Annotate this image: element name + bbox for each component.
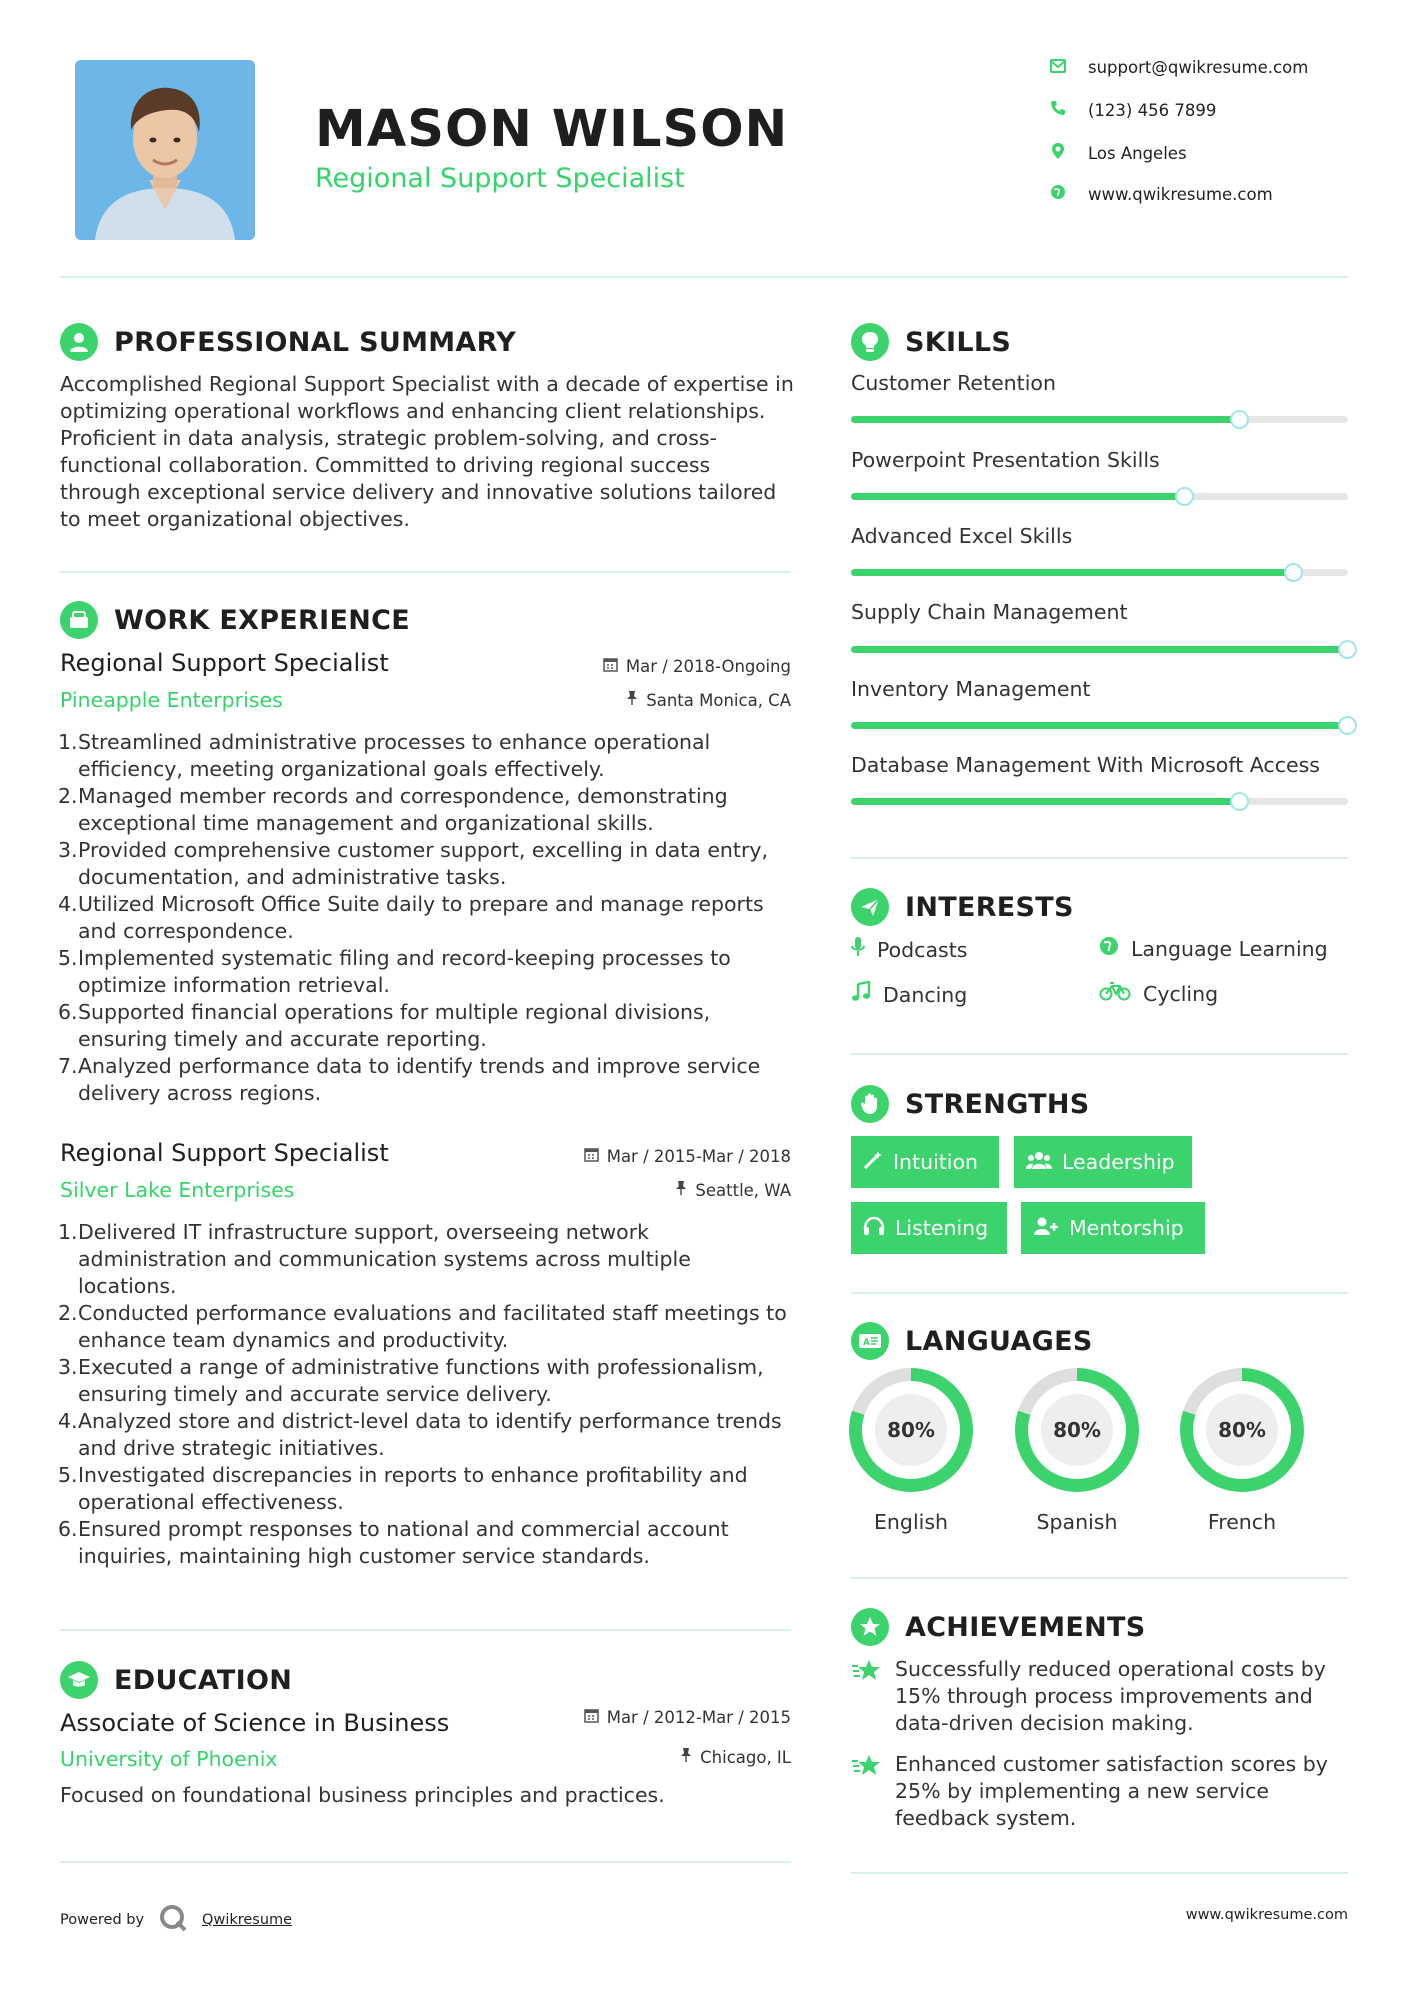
- skills-heading: [851, 323, 1011, 361]
- bicycle-icon: [1099, 981, 1131, 1006]
- contact-location-text: Los Angeles: [1088, 143, 1187, 163]
- headphones-icon: [863, 1216, 885, 1241]
- calendar-icon: [603, 657, 618, 676]
- interest-language-learning: [1099, 936, 1328, 961]
- list-item: 4. Analyzed store and district-level data to identify performance trends and drive strategic initiatives.: [58, 1409, 782, 1460]
- job-2-location-text: Seattle, WA: [695, 1180, 791, 1200]
- job-1-date-text: Mar / 2018-Ongoing: [625, 657, 791, 676]
- user-plus-icon: [1033, 1216, 1059, 1241]
- powered-by-label: Powered by: [60, 1912, 145, 1928]
- interests-title: INTERESTS: [905, 891, 1074, 923]
- interests-divider: [851, 1053, 1348, 1055]
- skill-bar-knob: [1338, 716, 1357, 735]
- list-item: 1. Streamlined administrative processes to enhance operational efficiency, meeting organizational goals effectively.: [58, 730, 711, 781]
- languages-divider: [851, 1577, 1348, 1579]
- interest-label: Language Learning: [1131, 936, 1328, 961]
- hand-icon: [851, 1085, 889, 1123]
- strengths-heading: [851, 1085, 1090, 1123]
- contact-email[interactable]: [1050, 58, 1308, 77]
- skill-bar: [851, 646, 1348, 653]
- achievements-heading: [851, 1608, 1146, 1646]
- language-percent: 80%: [1041, 1394, 1113, 1466]
- skills-title: SKILLS: [905, 326, 1012, 358]
- achievement-text: Successfully reduced operational costs by 15% through process improvements and data-driven decision making.: [895, 1657, 1326, 1735]
- skill-bar-knob: [1175, 487, 1194, 506]
- calendar-icon: [584, 1708, 599, 1727]
- job-1-location: [626, 690, 791, 710]
- language-name: French: [1207, 1510, 1277, 1534]
- contact-website[interactable]: [1050, 184, 1273, 204]
- contact-location: [1050, 142, 1187, 164]
- list-item: 3. Executed a range of administrative functions with professionalism, ensuring timely and accurate service delivery.: [58, 1355, 764, 1406]
- education-divider: [60, 1861, 791, 1863]
- skill-bar-knob: [1230, 410, 1249, 429]
- contact-phone[interactable]: [1050, 100, 1216, 120]
- list-item: 4. Utilized Microsoft Office Suite daily to prepare and manage reports and correspondence.: [58, 892, 764, 943]
- summary-title: PROFESSIONAL SUMMARY: [114, 326, 517, 358]
- strength-leadership: [1014, 1136, 1192, 1188]
- skill-name: Advanced Excel Skills: [851, 524, 1073, 548]
- interest-podcasts: [851, 936, 967, 963]
- person-avatar-icon: [75, 60, 255, 240]
- languages-title: LANGUAGES: [905, 1325, 1093, 1357]
- list-item: 3. Provided comprehensive customer support, excelling in data entry, documentation, and administrative tasks.: [58, 838, 769, 889]
- education-location: [680, 1747, 791, 1767]
- header-divider: [60, 276, 1348, 278]
- skill-name: Supply Chain Management: [851, 600, 1128, 624]
- achievements-divider: [851, 1872, 1348, 1874]
- interest-label: Cycling: [1143, 981, 1219, 1006]
- language-percent: 80%: [875, 1394, 947, 1466]
- profile-photo: [75, 60, 255, 240]
- map-pin-icon: [1050, 142, 1066, 164]
- skill-bar-fill: [851, 416, 1239, 423]
- footer-powered-by: [60, 1903, 292, 1937]
- skill-bar-knob: [1230, 792, 1249, 811]
- skill-bar: [851, 493, 1348, 500]
- strengths-divider: [851, 1292, 1348, 1294]
- strength-label: Mentorship: [1069, 1216, 1184, 1240]
- education-school: University of Phoenix: [60, 1747, 278, 1771]
- candidate-title: Regional Support Specialist: [315, 163, 685, 194]
- users-icon: [1026, 1150, 1052, 1175]
- briefcase-icon: [60, 601, 98, 639]
- globe-icon: [1099, 936, 1119, 961]
- globe-icon: [1050, 184, 1066, 204]
- star-icon: [851, 1658, 883, 1737]
- skill-bar-fill: [851, 569, 1293, 576]
- skill-bar: [851, 569, 1348, 576]
- language-english: [849, 1368, 973, 1534]
- strength-listening: [851, 1202, 1007, 1254]
- achievements-title: ACHIEVEMENTS: [905, 1611, 1146, 1643]
- skill-bar: [851, 798, 1348, 805]
- envelope-icon: [1050, 58, 1066, 77]
- skill-name: Database Management With Microsoft Access: [851, 753, 1320, 777]
- achievement-item: [851, 1656, 1348, 1737]
- job-1-title: Regional Support Specialist: [60, 649, 389, 677]
- experience-divider: [60, 1629, 791, 1631]
- interest-dancing: [851, 981, 967, 1008]
- contact-email-text: support@qwikresume.com: [1088, 58, 1309, 77]
- strength-label: Leadership: [1062, 1150, 1175, 1174]
- lightbulb-icon: [851, 323, 889, 361]
- interest-label: Podcasts: [877, 937, 968, 962]
- star-badge-icon: [851, 1608, 889, 1646]
- strength-mentorship: [1021, 1202, 1205, 1254]
- education-location-text: Chicago, IL: [700, 1747, 791, 1767]
- pushpin-icon: [626, 690, 638, 710]
- strength-intuition: [851, 1136, 999, 1188]
- footer-url[interactable]: www.qwikresume.com: [1185, 1907, 1348, 1923]
- language-name: English: [873, 1510, 949, 1534]
- language-ring: [1180, 1368, 1304, 1492]
- pushpin-icon: [675, 1180, 687, 1200]
- education-date: [584, 1708, 791, 1727]
- job-2-location: [675, 1180, 791, 1200]
- summary-divider: [60, 571, 791, 573]
- list-item: 6. Ensured prompt responses to national and commercial account inquiries, maintaining high customer service standards.: [58, 1517, 729, 1568]
- skill-bar-knob: [1338, 640, 1357, 659]
- skill-bar-fill: [851, 646, 1348, 653]
- job-1-date: [603, 657, 791, 676]
- education-date-text: Mar / 2012-Mar / 2015: [606, 1708, 791, 1727]
- skill-name: Inventory Management: [851, 677, 1091, 701]
- skill-name: Customer Retention: [851, 371, 1056, 395]
- interests-heading: [851, 888, 1074, 926]
- list-item: 5. Investigated discrepancies in reports to enhance profitability and operational effectiveness.: [58, 1463, 748, 1514]
- language-spanish: [1015, 1368, 1139, 1534]
- list-item: 5. Implemented systematic filing and record-keeping processes to optimize information retrieval.: [58, 946, 731, 997]
- skill-bar: [851, 416, 1348, 423]
- language-ring: [1015, 1368, 1139, 1492]
- interest-label: Dancing: [883, 982, 968, 1007]
- contact-website-text: www.qwikresume.com: [1088, 184, 1273, 204]
- svg-text:A: A: [863, 1338, 870, 1348]
- list-item: 7. Analyzed performance data to identify trends and improve service delivery across regions.: [58, 1054, 761, 1105]
- footer-brand-link[interactable]: Qwikresume: [202, 1912, 293, 1928]
- calendar-icon: [584, 1147, 599, 1166]
- strength-label: Intuition: [893, 1150, 979, 1174]
- magic-wand-icon: [863, 1150, 883, 1175]
- star-icon: [851, 1753, 883, 1832]
- job-2-date: [584, 1147, 791, 1166]
- strength-label: Listening: [895, 1216, 989, 1240]
- experience-heading: [60, 601, 410, 639]
- list-item: 2. Managed member records and correspondence, demonstrating exceptional time management and organizational skills.: [58, 784, 728, 835]
- music-note-icon: [851, 981, 871, 1008]
- graduation-cap-icon: [60, 1661, 98, 1699]
- education-heading: [60, 1661, 292, 1699]
- job-1-location-text: Santa Monica, CA: [646, 690, 791, 710]
- language-percent: 80%: [1206, 1394, 1278, 1466]
- education-description: Focused on foundational business principles and practices.: [60, 1783, 665, 1807]
- skill-bar-fill: [851, 493, 1184, 500]
- skills-divider: [851, 857, 1348, 859]
- paper-plane-icon: [851, 888, 889, 926]
- job-1-company: Pineapple Enterprises: [60, 688, 283, 712]
- phone-icon: [1050, 100, 1066, 120]
- job-2-points: [60, 1219, 795, 1570]
- summary-text: Accomplished Regional Support Specialist with a decade of expertise in optimizing operational workflows and enhancing client relationships. Proficient in data analysis, strategic problem-solving, and cross-functional collaboration. Committed to driving regional success through exceptional service delivery and innovative solutions tailored to meet organizational objectives.: [60, 372, 794, 531]
- job-1-points: [60, 729, 795, 1107]
- qwikresume-logo-icon: [158, 1903, 188, 1937]
- summary-heading: [60, 323, 516, 361]
- candidate-name: MASON WILSON: [315, 100, 789, 159]
- job-2-date-text: Mar / 2015-Mar / 2018: [606, 1147, 791, 1166]
- skill-bar-fill: [851, 798, 1239, 805]
- skill-name: Powerpoint Presentation Skills: [851, 448, 1160, 472]
- contact-phone-text: (123) 456 7899: [1088, 100, 1217, 120]
- skill-bar: [851, 722, 1348, 729]
- job-2-company: Silver Lake Enterprises: [60, 1178, 295, 1202]
- achievement-item: [851, 1751, 1348, 1832]
- skill-bar-fill: [851, 722, 1348, 729]
- user-icon: [60, 323, 98, 361]
- language-french: [1180, 1368, 1304, 1534]
- skill-bar-knob: [1284, 563, 1303, 582]
- pushpin-icon: [680, 1747, 692, 1767]
- languages-heading: [851, 1322, 1093, 1360]
- interest-cycling: [1099, 981, 1218, 1006]
- education-degree: Associate of Science in Business: [60, 1709, 450, 1737]
- achievement-text: Enhanced customer satisfaction scores by 25% by implementing a new service feedback system.: [895, 1752, 1328, 1830]
- list-item: 6. Supported financial operations for multiple regional divisions, ensuring timely and accurate reporting.: [58, 1000, 711, 1051]
- language-card-icon: [851, 1322, 889, 1360]
- list-item: 2. Conducted performance evaluations and facilitated staff meetings to enhance team dynamics and productivity.: [58, 1301, 787, 1352]
- education-title: EDUCATION: [114, 1664, 293, 1696]
- job-2-title: Regional Support Specialist: [60, 1139, 389, 1167]
- microphone-icon: [851, 936, 865, 963]
- language-name: Spanish: [1036, 1510, 1118, 1534]
- list-item: 1. Delivered IT infrastructure support, overseeing network administration and communication systems across multiple locations.: [58, 1220, 691, 1298]
- language-ring: [849, 1368, 973, 1492]
- experience-title: WORK EXPERIENCE: [114, 604, 410, 636]
- strengths-title: STRENGTHS: [905, 1088, 1090, 1120]
